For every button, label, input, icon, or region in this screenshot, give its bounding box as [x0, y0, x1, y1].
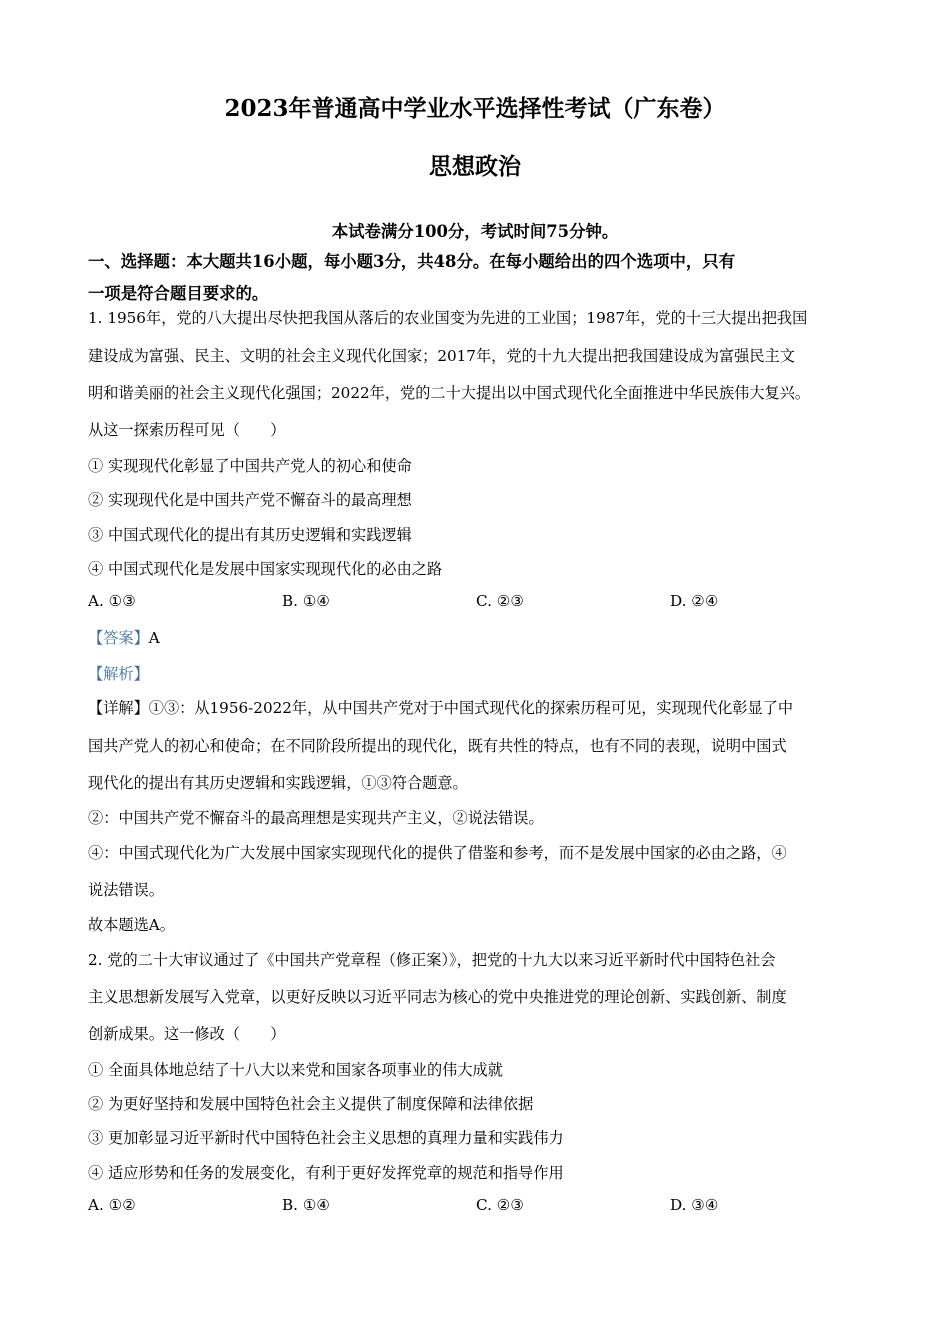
q1-stem-line: 1. 1956年，党的八大提出尽快把我国从落后的农业国变为先进的工业国；1987年，党的十三大提出把我国: [88, 309, 808, 327]
exam-info: 本试卷满分100分，考试时间75分钟。: [331, 222, 619, 241]
q2-stem-line: 创新成果。这一修改（ ）: [88, 1025, 286, 1043]
q1-option-a: A. ①③: [88, 592, 136, 610]
q1-statement: ③ 中国式现代化的提出有其历史逻辑和实践逻辑: [88, 526, 412, 544]
answer-value: A: [148, 629, 160, 647]
q1-option-c: C. ②③: [476, 592, 524, 610]
q2-statement: ④ 适应形势和任务的发展变化，有利于更好发挥党章的规范和指导作用: [88, 1164, 564, 1182]
q1-answer: [88, 627, 160, 648]
answer-tag: 【答案】: [88, 629, 149, 647]
q1-stem-line: 从这一探索历程可见（ ）: [88, 421, 286, 439]
analysis-tag: 【解析】: [88, 665, 149, 683]
q2-option-a: A. ①②: [88, 1196, 136, 1214]
q1-statement: ① 实现现代化彰显了中国共产党人的初心和使命: [88, 457, 412, 475]
q1-option-b: B. ①④: [282, 592, 331, 610]
q1-detail-line: 说法错误。: [88, 881, 164, 899]
q2-statement: ② 为更好坚持和发展中国特色社会主义提供了制度保障和法律依据: [88, 1095, 534, 1113]
q2-stem-line: 主义思想新发展写入党章，以更好反映以习近平同志为核心的党中央推进党的理论创新、实践创新、制度: [88, 988, 787, 1006]
q1-detail-line: 国共产党人的初心和使命；在不同阶段所提出的现代化，既有共性的特点，也有不同的表现，说明中国式: [88, 737, 787, 755]
section-heading-line2: 一项是符合题目要求的。: [88, 284, 269, 303]
section-heading-line1: 一、选择题：本大题共16小题，每小题3分，共48分。在每小题给出的四个选项中，只有: [88, 252, 736, 271]
exam-subject: 思想政治: [429, 153, 521, 180]
q1-stem-line: 建设成为富强、民主、文明的社会主义现代化国家；2017年，党的十九大提出把我国建设成为富强民主文: [88, 347, 795, 365]
q1-detail-line: 【详解】①③：从1956-2022年，从中国共产党对于中国式现代化的探索历程可见，实现现代化彰显了中: [88, 699, 794, 717]
q1-detail-line: ②：中国共产党不懈奋斗的最高理想是实现共产主义，②说法错误。: [88, 809, 544, 827]
q2-option-b: B. ①④: [282, 1196, 331, 1214]
q2-stem-line: 2. 党的二十大审议通过了《中国共产党章程（修正案）》，把党的十九大以来习近平新时代中国特色社会: [88, 951, 776, 969]
exam-title: 2023年普通高中学业水平选择性考试（广东卷）: [224, 95, 726, 122]
q1-detail-line: 现代化的提出有其历史逻辑和实践逻辑，①③符合题意。: [88, 774, 468, 792]
q1-statement: ② 实现现代化是中国共产党不懈奋斗的最高理想: [88, 491, 412, 509]
q2-option-d: D. ③④: [670, 1196, 719, 1214]
q2-statement: ③ 更加彰显习近平新时代中国特色社会主义思想的真理力量和实践伟力: [88, 1129, 564, 1147]
q1-option-d: D. ②④: [670, 592, 719, 610]
q2-option-c: C. ②③: [476, 1196, 524, 1214]
q1-statement: ④ 中国式现代化是发展中国家实现现代化的必由之路: [88, 560, 443, 578]
q1-stem-line: 明和谐美丽的社会主义现代化强国；2022年，党的二十大提出以中国式现代化全面推进中华民族伟大复兴。: [88, 384, 811, 402]
q2-statement: ① 全面具体地总结了十八大以来党和国家各项事业的伟大成就: [88, 1061, 503, 1079]
q1-detail-line: 故本题选A。: [88, 916, 175, 934]
q1-detail-line: ④：中国式现代化为广大发展中国家实现现代化的提供了借鉴和参考，而不是发展中国家的必由之路，④: [88, 844, 787, 862]
